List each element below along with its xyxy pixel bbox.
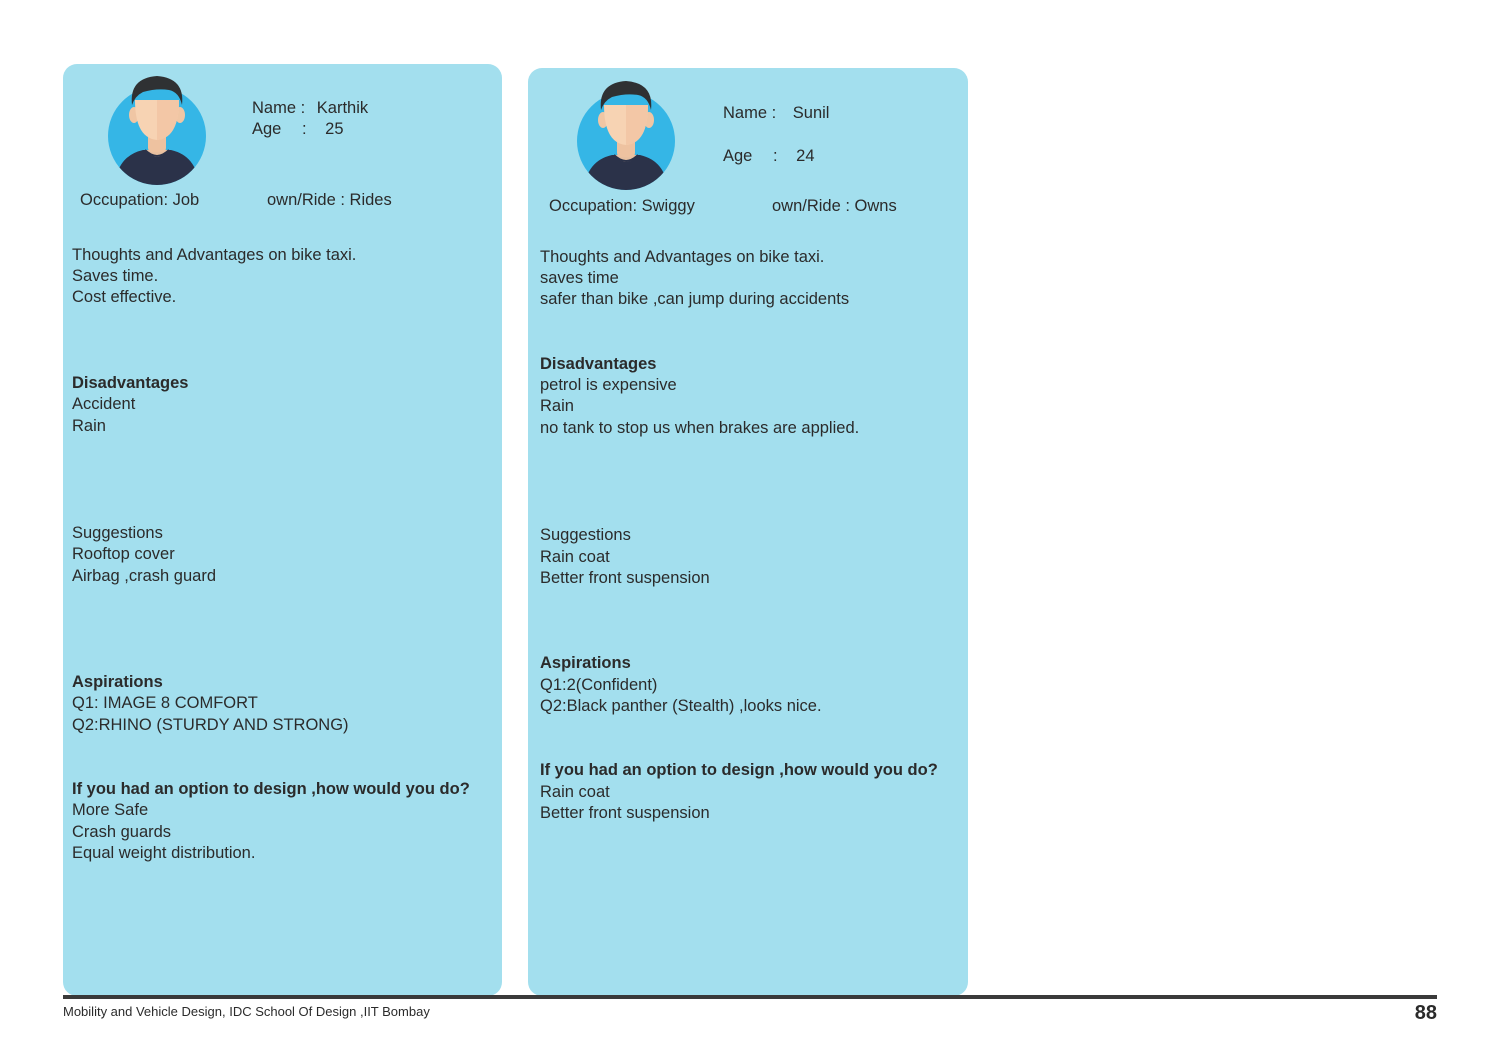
aspirations-item: Q1: IMAGE 8 COMFORT [72,694,258,712]
page-number: 88 [1414,1002,1437,1024]
thoughts-heading: Thoughts and Advantages on bike taxi. [540,248,825,266]
thoughts-item: Cost effective. [72,288,177,306]
persona-card-sunil [528,68,968,996]
disadvantages-heading: Disadvantages [72,374,189,392]
suggestions-item: Rooftop cover [72,545,175,563]
name-value: Karthik [316,99,369,117]
suggestions-item: Better front suspension [540,569,710,587]
disadvantages-item: Rain [540,397,574,415]
occupation: Occupation: Swiggy [549,197,695,215]
aspirations-heading: Aspirations [72,673,163,691]
age-row [723,146,815,168]
age-label: Age [723,147,753,165]
aspirations-item: Q2:Black panther (Stealth) ,looks nice. [540,697,822,715]
thoughts-item: saves time [540,269,619,287]
design-answer-item: Rain coat [540,783,610,801]
design-answer-item: Better front suspension [540,804,710,822]
occupation: Occupation: Job [80,191,200,209]
disadvantages-item: Rain [72,417,106,435]
name-label: Name : [723,104,777,122]
disadvantages-item: no tank to stop us when brakes are applied. [540,419,860,437]
own-ride: own/Ride : Rides [267,191,392,209]
suggestions-heading: Suggestions [540,526,631,544]
name-label: Name : [252,99,306,117]
thoughts-item: Saves time. [72,267,159,285]
thoughts-heading: Thoughts and Advantages on bike taxi. [72,246,357,264]
thoughts-item: safer than bike ,can jump during accidents [540,290,850,308]
design-answer-item: Crash guards [72,823,172,841]
suggestions-heading: Suggestions [72,524,163,542]
aspirations-item: Q1:2(Confident) [540,676,658,694]
suggestions-item: Airbag ,crash guard [72,567,216,585]
name-row [252,98,368,120]
footer-divider [63,995,1437,999]
design-question-heading: If you had an option to design ,how would you do? [72,780,470,798]
age-separator: : [301,120,307,138]
suggestions-item: Rain coat [540,548,610,566]
age-separator: : [772,147,778,165]
disadvantages-item: Accident [72,395,136,413]
design-question-heading: If you had an option to design ,how would you do? [540,761,938,779]
person-avatar-icon [576,75,676,191]
name-value: Sunil [792,104,830,122]
person-avatar-icon [107,70,207,186]
disadvantages-heading: Disadvantages [540,355,657,373]
age-label: Age [252,120,282,138]
footer-caption: Mobility and Vehicle Design, IDC School Of Design ,IIT Bombay [63,1004,430,1019]
name-row [723,103,829,125]
persona-card-karthik [63,64,502,996]
age-row [252,119,344,141]
age-value: 25 [325,120,344,138]
age-value: 24 [796,147,815,165]
design-answer-item: More Safe [72,801,149,819]
disadvantages-item: petrol is expensive [540,376,677,394]
aspirations-item: Q2:RHINO (STURDY AND STRONG) [72,716,349,734]
design-answer-item: Equal weight distribution. [72,844,256,862]
aspirations-heading: Aspirations [540,654,631,672]
own-ride: own/Ride : Owns [772,197,897,215]
